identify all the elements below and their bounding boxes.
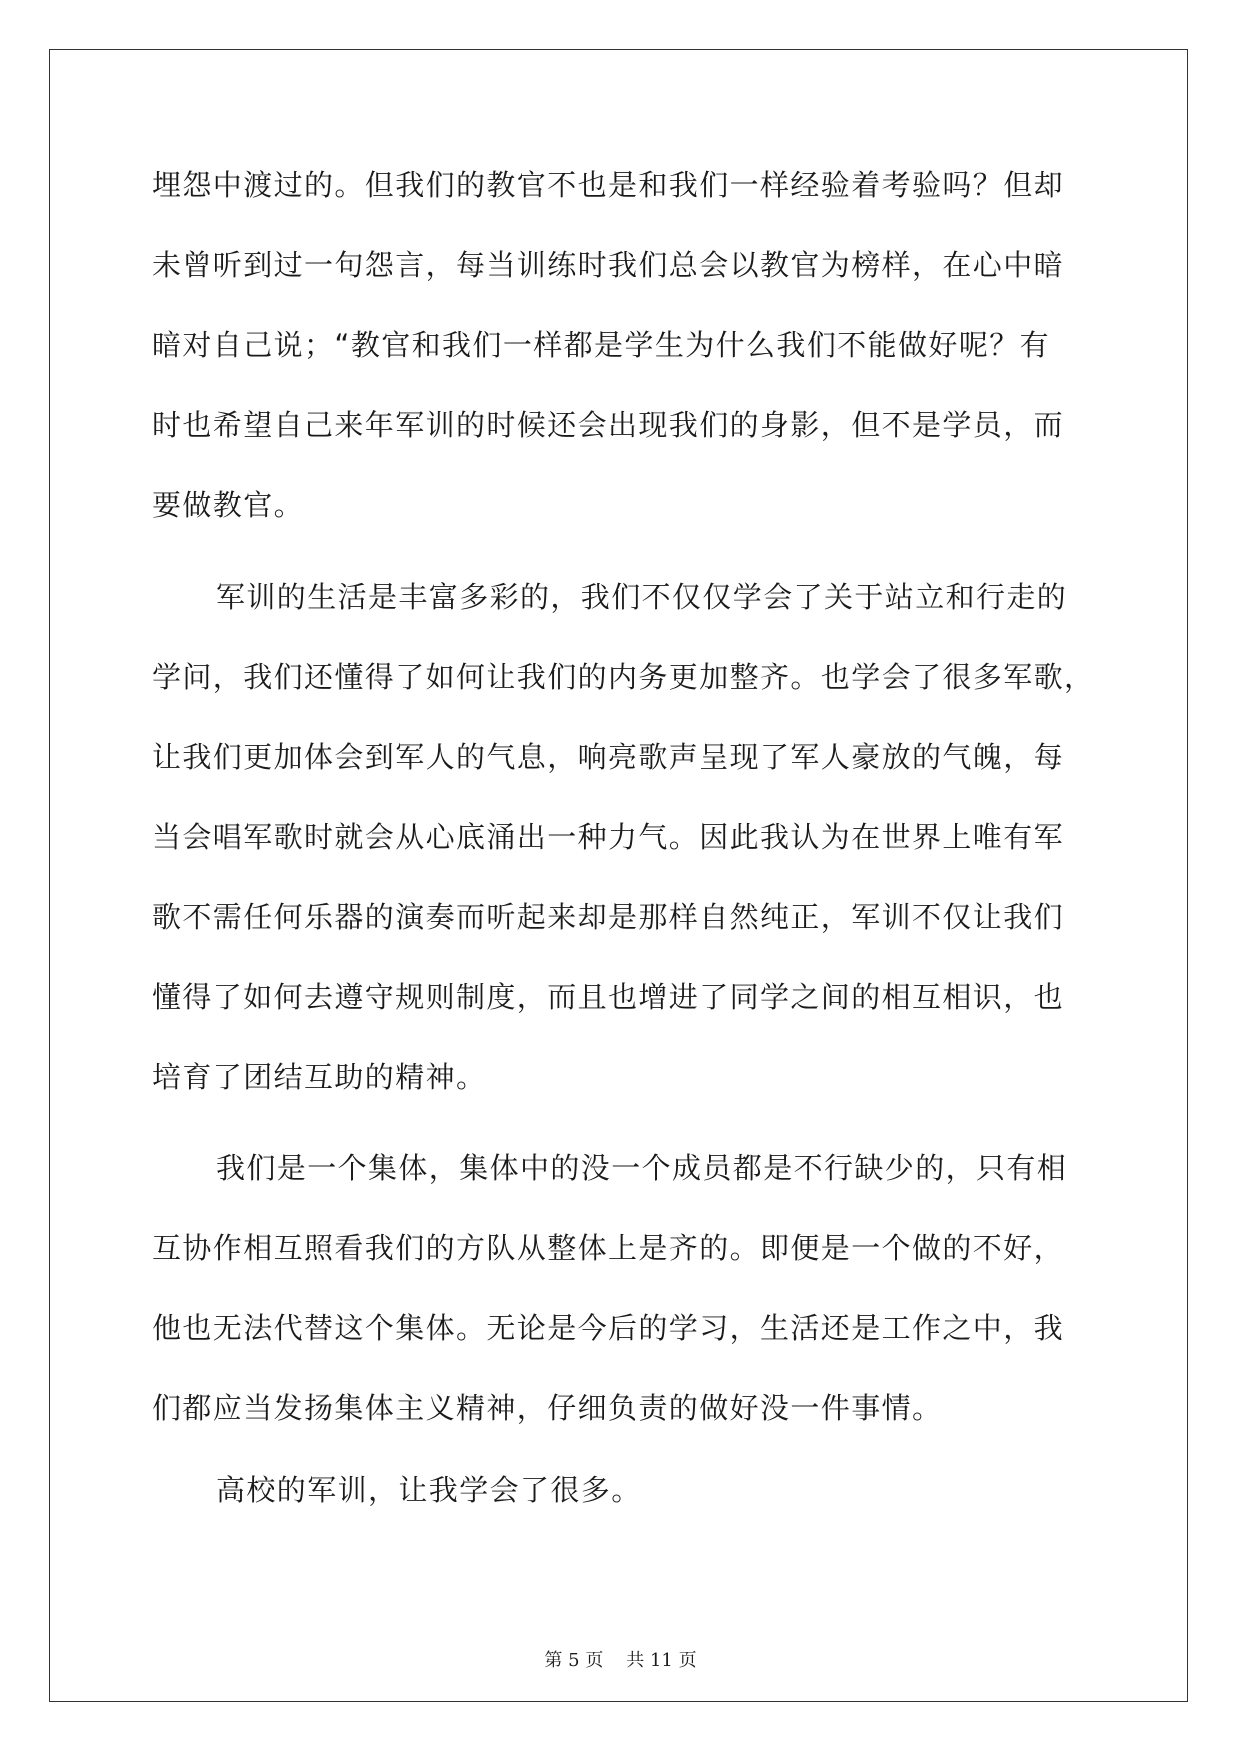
text-line: 他也无法代替这个集体。无论是今后的学习，生活还是工作之中，我 xyxy=(152,1311,1065,1345)
paragraph-first-line: 我们是一个集体，集体中的没一个成员都是不行缺少的，只有相 xyxy=(216,1151,1068,1185)
text-line: 让我们更加体会到军人的气息，响亮歌声呈现了军人豪放的气魄，每 xyxy=(152,740,1065,774)
paragraph-first-line: 军训的生活是丰富多彩的，我们不仅仅学会了关于站立和行走的 xyxy=(216,580,1068,614)
text-line: 学问，我们还懂得了如何让我们的内务更加整齐。也学会了很多军歌， xyxy=(152,660,1095,694)
text-line: 懂得了如何去遵守规则制度，而且也增进了同学之间的相互相识，也 xyxy=(152,980,1065,1014)
text-line: 未曾听到过一句怨言，每当训练时我们总会以教官为榜样，在心中暗 xyxy=(152,248,1065,282)
text-line: 们都应当发扬集体主义精神，仔细负责的做好没一件事情。 xyxy=(152,1391,943,1425)
text-line: 时也希望自己来年军训的时候还会出现我们的身影，但不是学员，而 xyxy=(152,408,1065,442)
text-line: 当会唱军歌时就会从心底涌出一种力气。因此我认为在世界上唯有军 xyxy=(152,820,1065,854)
page-total: 共 11 页 xyxy=(626,1650,697,1671)
text-line: 培育了团结互助的精神。 xyxy=(152,1060,487,1094)
page-border xyxy=(49,49,1188,1702)
page-number: 第 5 页 xyxy=(544,1650,604,1671)
text-line: 歌不需任何乐器的演奏而听起来却是那样自然纯正，军训不仅让我们 xyxy=(152,900,1065,934)
paragraph-first-line: 高校的军训，让我学会了很多。 xyxy=(216,1473,642,1507)
page-footer xyxy=(0,1646,1241,1672)
text-line: 互协作相互照看我们的方队从整体上是齐的。即便是一个做的不好， xyxy=(152,1231,1065,1265)
text-line: 埋怨中渡过的。但我们的教官不也是和我们一样经验着考验吗？但却 xyxy=(152,168,1065,202)
text-line: 要做教官。 xyxy=(152,488,305,522)
text-line: 暗对自己说；“教官和我们一样都是学生为什么我们不能做好呢？有 xyxy=(152,328,1051,362)
